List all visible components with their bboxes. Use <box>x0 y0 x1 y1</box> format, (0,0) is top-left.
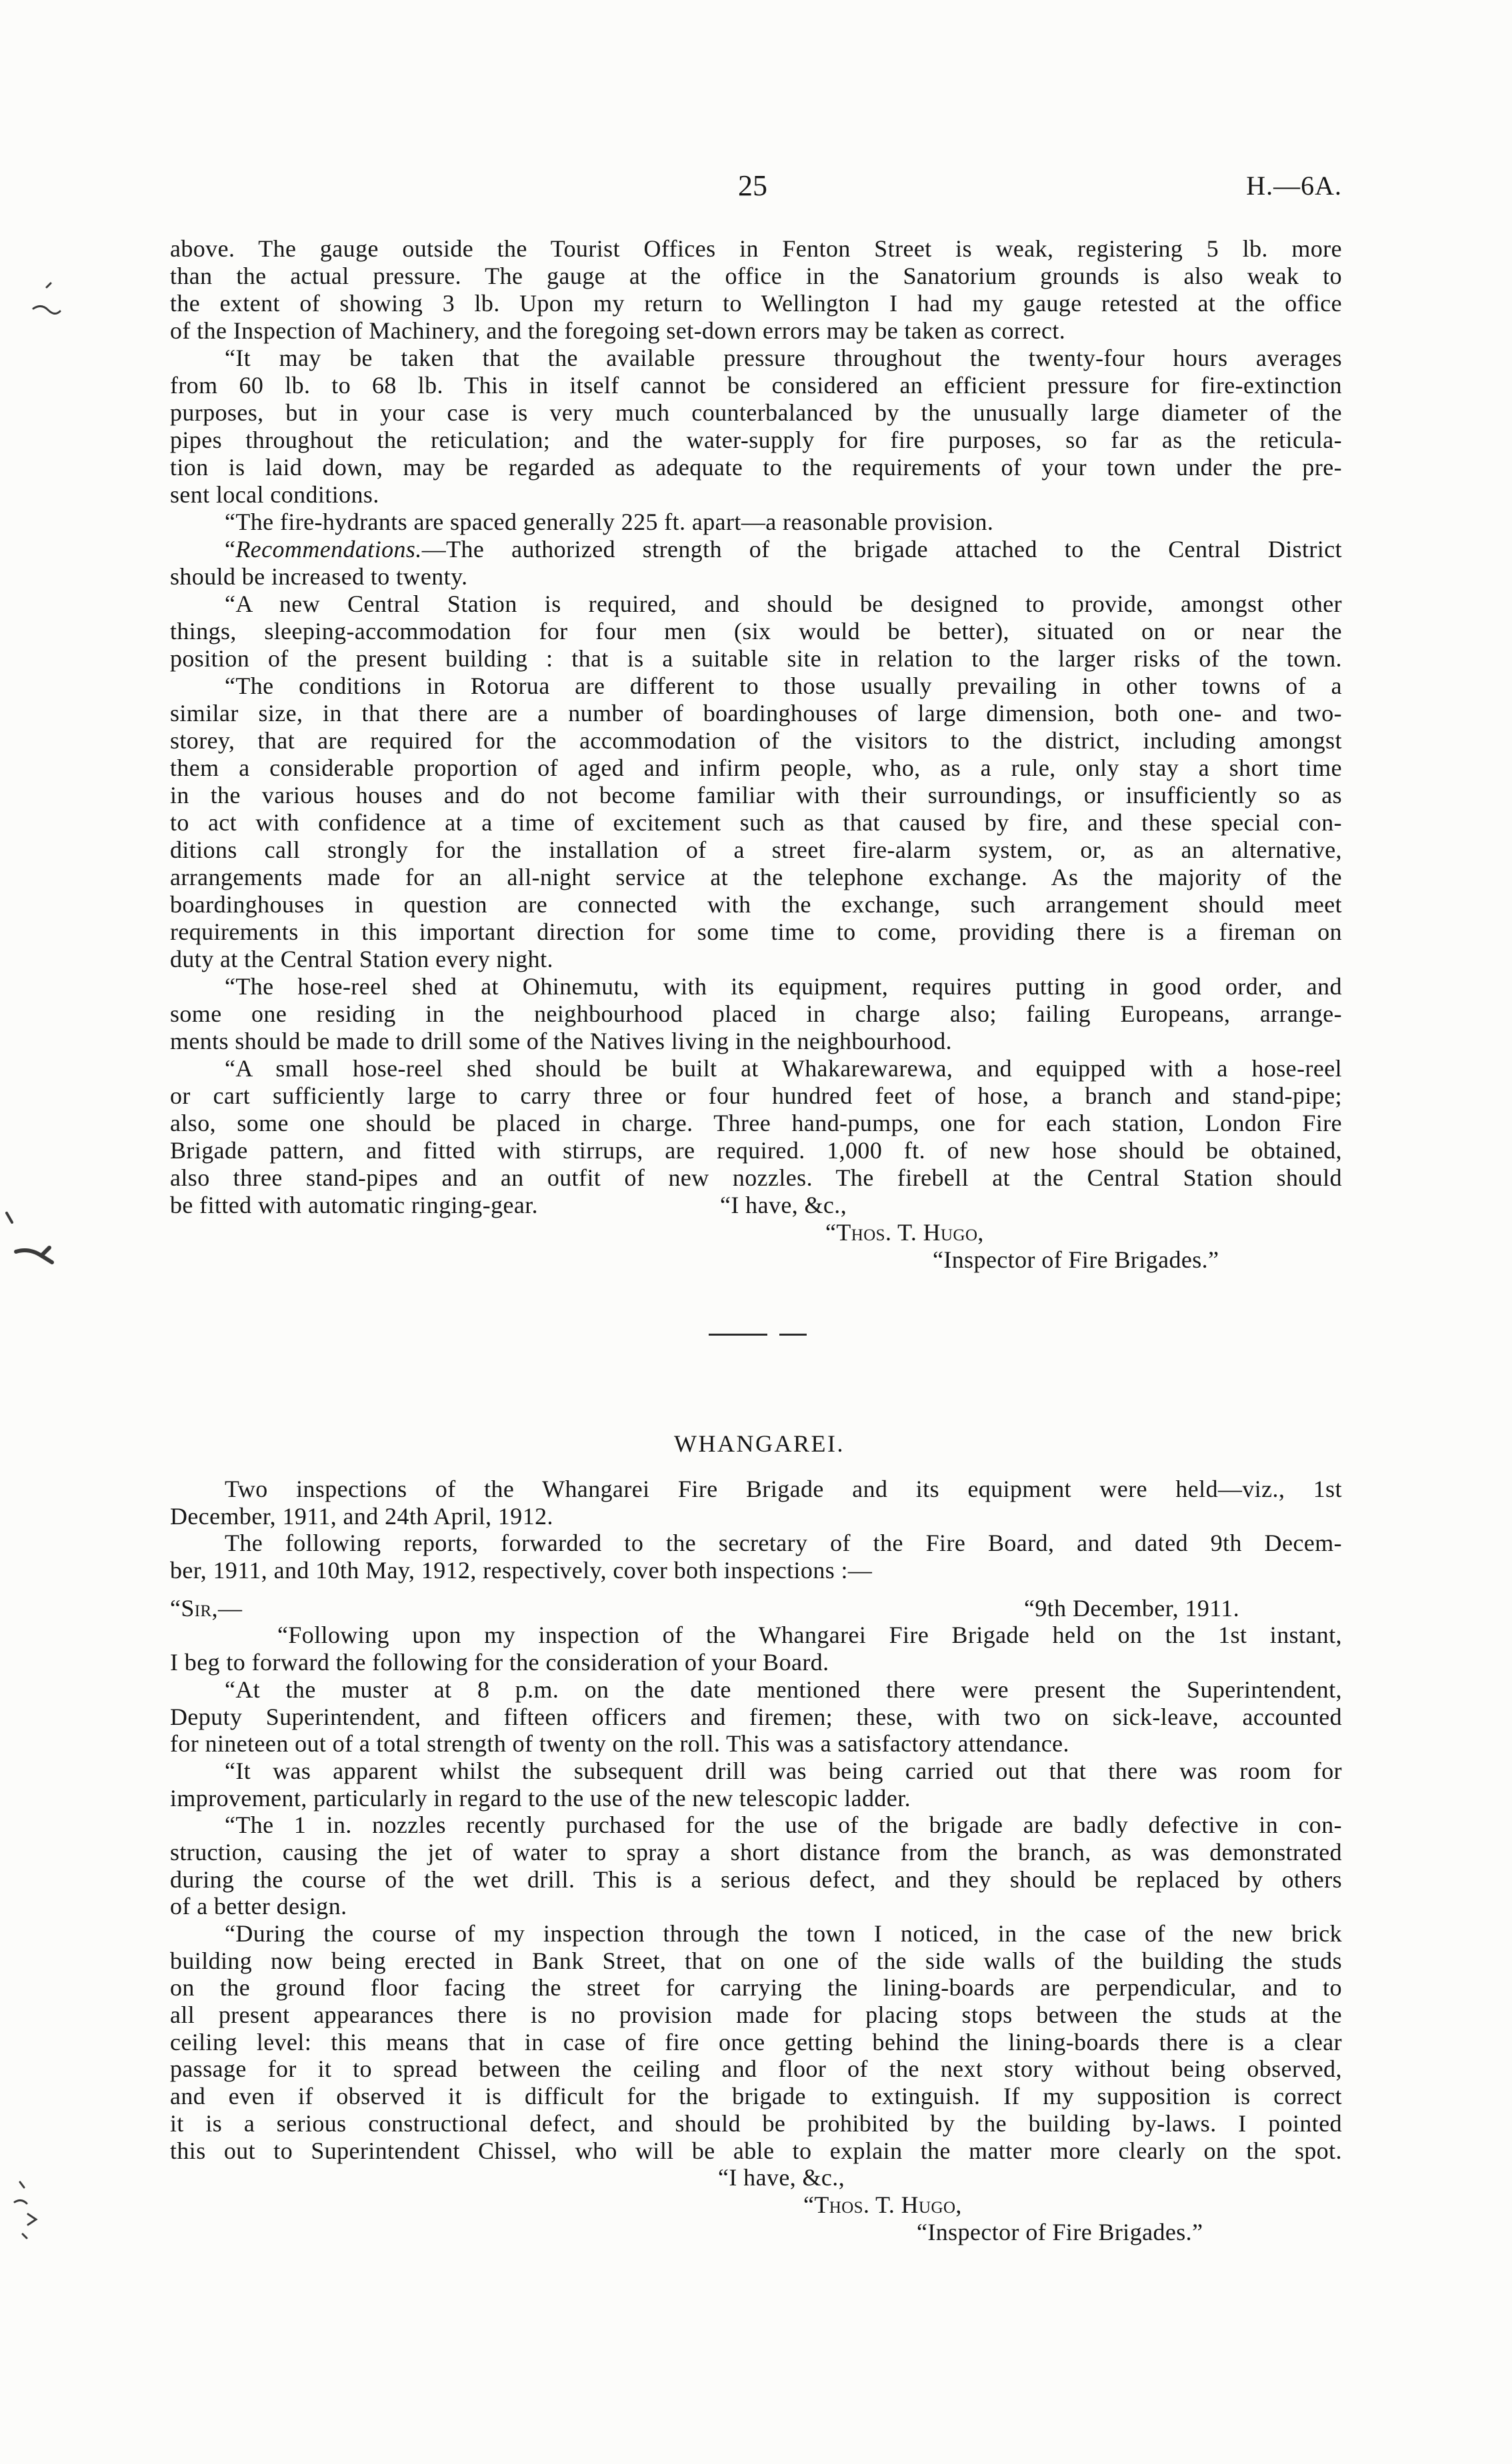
text-line: during the course of the wet drill. This is a serious defect, and they should be replaced by others <box>170 1865 1342 1893</box>
text-line: position of the present building : that is a suitable site in relation to the larger risks of the town. <box>170 645 1342 672</box>
text-line: struction, causing the jet of water to spray a short distance from the branch, as was demonstrated <box>170 1838 1342 1865</box>
paragraph <box>170 973 1342 1055</box>
text-line: boardinghouses in question are connected with the exchange, such arrangement should meet <box>170 891 1342 918</box>
text-line: them a considerable proportion of aged and infirm people, who, as a rule, only stay a short time <box>170 754 1342 781</box>
text-line: “During the course of my inspection through the town I noticed, in the case of the new brick <box>225 1920 1342 1947</box>
text-line: also, some one should be placed in charge. Three hand-pumps, one for each station, London Fire <box>170 1110 1342 1136</box>
paragraph <box>170 1622 1342 1676</box>
text-line: Brigade pattern, and fitted with stirrups, are required. 1,000 ft. of new hose should be obtained, <box>170 1137 1342 1164</box>
text-line: building now being erected in Bank Street, that on one of the side walls of the building the studs <box>170 1947 1342 1974</box>
text-line: duty at the Central Station every night. <box>170 946 553 972</box>
text-line: storey, that are required for the accommodation of the visitors to the district, including amongst <box>170 727 1342 754</box>
page-number: 25 <box>738 169 767 202</box>
paragraph <box>170 1676 1342 1758</box>
signature-name <box>170 2191 1342 2219</box>
margin-ink-mark <box>9 2178 49 2241</box>
text-line: similar size, in that there are a number of boardinghouses of large dimension, both one- and two- <box>170 700 1342 726</box>
text-line-rest: —The authorized strength of the brigade attached to the Central District <box>421 536 1342 563</box>
paragraph <box>170 536 1342 591</box>
text-line: “The 1 in. nozzles recently purchased for the use of the brigade are badly defective in con- <box>225 1812 1342 1839</box>
margin-ink-mark <box>27 283 67 330</box>
text-line-text: be fitted with automatic ringing-gear. <box>170 1192 539 1218</box>
text-line: this out to Superintendent Chissel, who will be able to explain the matter more clearly on the spot. <box>170 2137 1342 2164</box>
text-line: “A new Central Station is required, and should be designed to provide, amongst other <box>225 591 1342 617</box>
letter-closing: “I have, &c., <box>720 1192 847 1218</box>
section-heading: WHANGAREI. <box>674 1430 845 1457</box>
paragraph <box>170 672 1342 973</box>
text-line: the extent of showing 3 lb. Upon my return to Wellington I had my gauge retested at the office <box>170 290 1342 317</box>
text-line: of a better design. <box>170 1893 347 1920</box>
text-line: tion is laid down, may be regarded as adequate to the requirements of your town under the pre- <box>170 454 1342 481</box>
text-line: sent local conditions. <box>170 481 379 508</box>
text-line: December, 1911, and 24th April, 1912. <box>170 1502 553 1530</box>
text-line: on the ground floor facing the street for carrying the lining-boards are perpendicular, and to <box>170 1974 1342 2001</box>
text-line: pipes throughout the reticulation; and the water-supply for fire purposes, so far as the reticula- <box>170 427 1342 453</box>
text-line: I beg to forward the following for the consideration of your Board. <box>170 1649 829 1676</box>
text-line: ditions call strongly for the installation of a street fire-alarm system, or, as an alternative, <box>170 836 1342 863</box>
text-line: and even if observed it is difficult for the brigade to extinguish. If my supposition is correct <box>170 2083 1342 2110</box>
text-line: Deputy Superintendent, and fifteen officers and firemen; these, with two on sick-leave, accounted <box>170 1703 1342 1730</box>
text-line: above. The gauge outside the Tourist Offices in Fenton Street is weak, registering 5 lb. more <box>170 235 1342 262</box>
text-line: from 60 lb. to 68 lb. This in itself cannot be considered an efficient pressure for fire-extinction <box>170 372 1342 399</box>
letter-closing: “I have, &c., <box>718 2164 845 2191</box>
paragraph <box>170 591 1342 672</box>
salutation-line <box>170 1595 1342 1622</box>
text-line: Two inspections of the Whangarei Fire Brigade and its equipment were held—viz., 1st <box>225 1476 1342 1502</box>
text-line: “Following upon my inspection of the Whangarei Fire Brigade held on the 1st instant, <box>277 1622 1342 1649</box>
text-line: some one residing in the neighbourhood placed in charge also; failing Europeans, arrange- <box>170 1000 1342 1027</box>
text-line: in the various houses and do not become familiar with their surroundings, or insufficiently so as <box>170 782 1342 808</box>
paragraph <box>170 509 1342 536</box>
text-line: improvement, particularly in regard to the use of the new telescopic ladder. <box>170 1784 911 1812</box>
text-line <box>170 1192 1342 1219</box>
paragraph <box>170 1920 1342 2164</box>
text-line: arrangements made for an all-night service at the telephone exchange. As the majority of the <box>170 864 1342 890</box>
section-divider <box>709 1334 807 1336</box>
text-line: ceiling level: this means that in case of fire once getting behind the lining-boards there is a clear <box>170 2028 1342 2055</box>
salutation: “Sir,— <box>170 1594 243 1622</box>
text-line: it is a serious constructional defect, and should be prohibited by the building by-laws. I pointed <box>170 2109 1342 2137</box>
signature-name <box>170 1219 1342 1246</box>
text-line: than the actual pressure. The gauge at the office in the Sanatorium grounds is also weak to <box>170 263 1342 289</box>
signature-name-text: “Thos. T. Hugo, <box>825 1219 984 1246</box>
margin-ink-mark <box>3 1208 63 1268</box>
paragraph <box>170 1812 1342 1920</box>
paragraph <box>170 1530 1342 1584</box>
open-quote: “ <box>225 536 236 563</box>
paragraph <box>170 1055 1342 1219</box>
paragraph <box>170 345 1342 509</box>
text-line: ments should be made to drill some of the Natives living in the neighbourhood. <box>170 1028 953 1054</box>
section-heading-italic: Recommendations. <box>235 536 422 563</box>
text-line: “It was apparent whilst the subsequent drill was being carried out that there was room for <box>225 1757 1342 1784</box>
text-line: or cart sufficiently large to carry three or four hundred feet of hose, a branch and stand-pipe; <box>170 1082 1342 1109</box>
text-line: requirements in this important direction for some time to come, providing there is a fireman on <box>170 918 1342 945</box>
text-line: also three stand-pipes and an outfit of new nozzles. The firebell at the Central Station should <box>170 1164 1342 1191</box>
text-line: “At the muster at 8 p.m. on the date mentioned there were present the Superintendent, <box>225 1676 1342 1703</box>
text-line: of the Inspection of Machinery, and the foregoing set-down errors may be taken as correct. <box>170 317 1066 344</box>
signature-name-text: “Thos. T. Hugo, <box>803 2191 962 2218</box>
text-line <box>170 536 1342 563</box>
rotorua-report <box>170 235 1342 1274</box>
text-line: purposes, but in your case is very much counterbalanced by the unusually large diameter of the <box>170 399 1342 426</box>
paragraph <box>170 235 1342 345</box>
text-line: “The fire-hydrants are spaced generally 225 ft. apart—a reasonable provision. <box>225 509 994 535</box>
text-line: all present appearances there is no provision made for placing stops between the studs at the <box>170 2001 1342 2029</box>
text-line: for nineteen out of a total strength of twenty on the roll. This was a satisfactory attendance. <box>170 1730 1069 1758</box>
text-line: things, sleeping-accommodation for four men (six would be better), situated on or near the <box>170 618 1342 644</box>
text-line: should be increased to twenty. <box>170 563 468 590</box>
paragraph <box>170 1758 1342 1812</box>
document-reference: H.—6A. <box>1246 171 1342 201</box>
signature-title: “Inspector of Fire Brigades.” <box>917 2218 1203 2245</box>
text-line: “It may be taken that the available pressure throughout the twenty-four hours averages <box>225 345 1342 371</box>
text-line: to act with confidence at a time of excitement such as that caused by fire, and these special con- <box>170 809 1342 836</box>
text-line: The following reports, forwarded to the secretary of the Fire Board, and dated 9th Decem- <box>225 1530 1342 1557</box>
text-line: passage for it to spread between the ceiling and floor of the next story without being observed, <box>170 2055 1342 2083</box>
paragraph <box>170 1476 1342 1530</box>
whangarei-section <box>170 1476 1342 2245</box>
text-line: “The hose-reel shed at Ohinemutu, with its equipment, requires putting in good order, and <box>225 973 1342 1000</box>
signature-title: “Inspector of Fire Brigades.” <box>933 1246 1219 1273</box>
text-line: ber, 1911, and 10th May, 1912, respectively, cover both inspections :— <box>170 1557 873 1584</box>
text-line: “The conditions in Rotorua are different to those usually prevailing in other towns of a <box>225 672 1342 699</box>
text-line: “A small hose-reel shed should be built at Whakarewarewa, and equipped with a hose-reel <box>225 1055 1342 1082</box>
letter-date: “9th December, 1911. <box>1024 1594 1240 1622</box>
